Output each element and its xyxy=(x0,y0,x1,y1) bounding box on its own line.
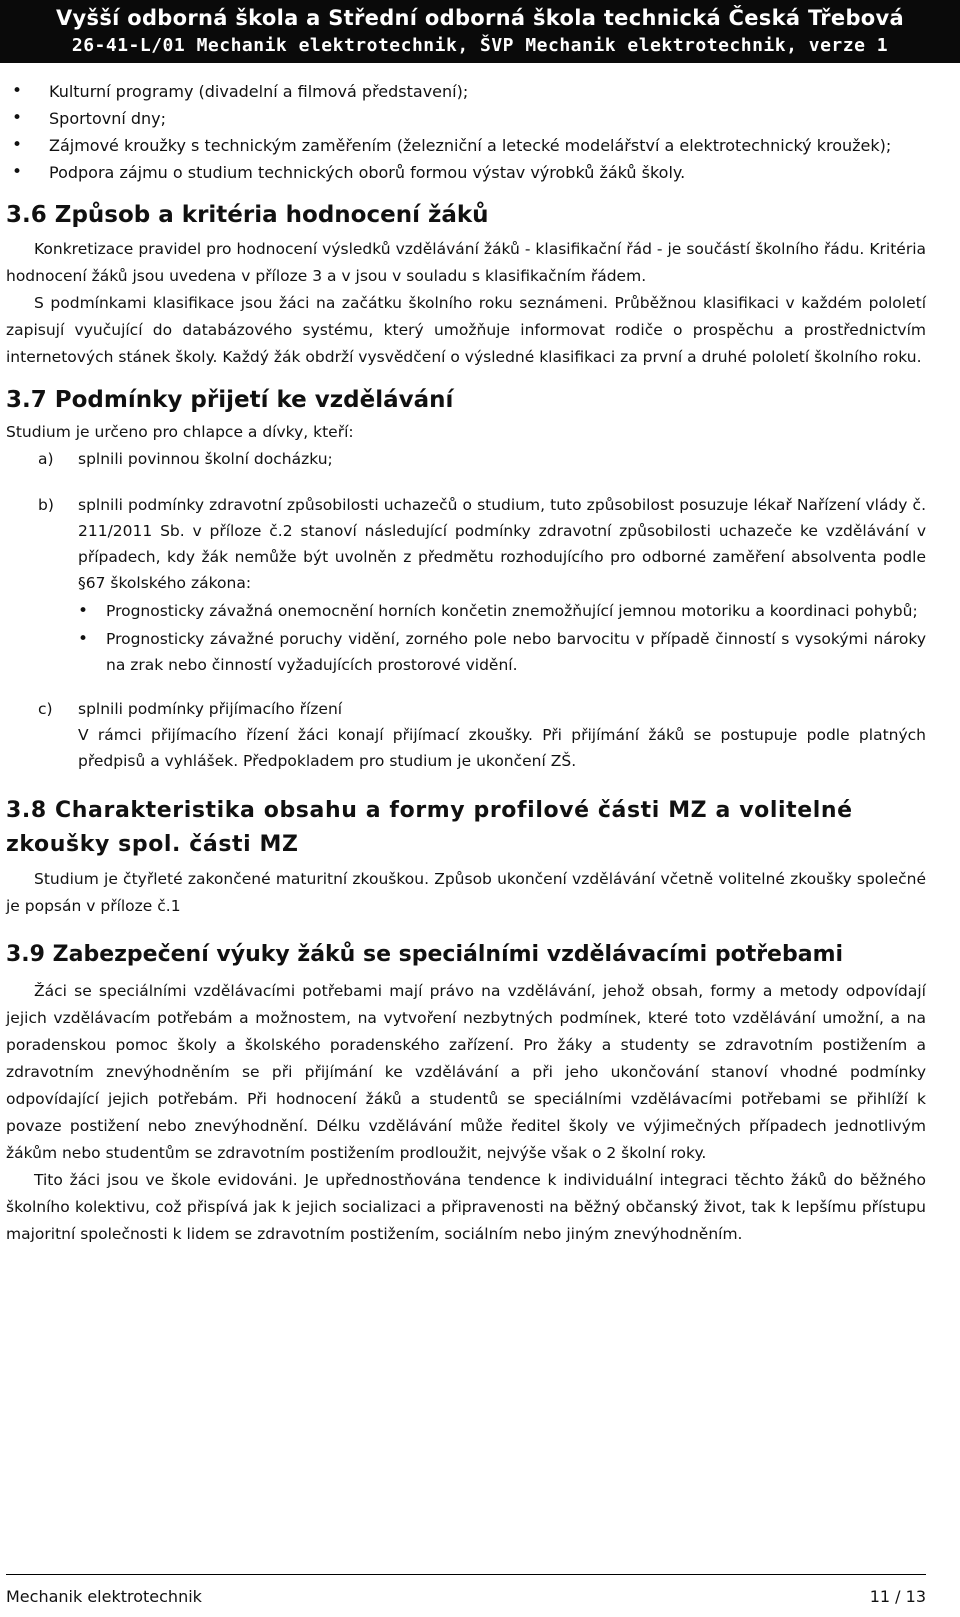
header-school-name: Vyšší odborná škola a Střední odborná škola technická Česká Třebová xyxy=(56,6,904,30)
header-program-name: 26-41-L/01 Mechanik elektrotechnik, ŠVP Mechanik elektrotechnik, verze 1 xyxy=(71,35,889,56)
list-item-text: splnili podmínky přijímacího řízení xyxy=(78,700,343,718)
page-header xyxy=(0,0,960,63)
list-item xyxy=(6,492,926,678)
section-heading-3-9 xyxy=(6,938,926,972)
list-item: • Kulturní programy (divadelní a filmová představení); xyxy=(6,78,926,105)
section-title: Charakteristika obsahu a formy profilové části MZ a volitelné zkoušky spol. části MZ xyxy=(6,798,853,857)
list-item: • Prognosticky závažná onemocnění horních končetin znemožňující jemnou motoriku a koordinaci pohybů; xyxy=(78,598,926,624)
section-heading-3-6 xyxy=(6,200,926,230)
section-title: Způsob a kritéria hodnocení žáků xyxy=(54,202,489,228)
conditions-list xyxy=(6,446,926,774)
paragraph: Studium je čtyřleté zakončené maturitní zkouškou. Způsob ukončení vzdělávání včetně volitelné zkoušky společné je popsán v příloze č.1 xyxy=(6,870,926,915)
document-body xyxy=(6,78,926,1248)
list-item xyxy=(6,446,926,472)
list-item xyxy=(6,696,926,774)
health-conditions-list xyxy=(78,598,926,678)
list-item: • Prognosticky závažné poruchy vidění, zorného pole nebo barvocitu v případě činností s vysokými nároky na zrak nebo činností vyžadujících prostorové vidění. xyxy=(78,626,926,678)
section-number: 3.6 xyxy=(6,202,47,228)
page-number: 11 / 13 xyxy=(869,1587,926,1606)
list-item: • Podpora zájmu o studium technických oborů formou výstav výrobků žáků školy. xyxy=(6,159,926,186)
section-number: 3.7 xyxy=(6,387,47,413)
activities-list xyxy=(6,78,926,186)
section-title: Podmínky přijetí ke vzdělávání xyxy=(54,387,454,413)
paragraph: Studium je určeno pro chlapce a dívky, kteří: xyxy=(6,423,354,441)
list-item: • Sportovní dny; xyxy=(6,105,926,132)
section-number: 3.8 xyxy=(6,798,47,823)
list-item-text: V rámci přijímacího řízení žáci konají přijímací zkoušky. Při přijímání žáků se postupuje podle platných předpisů a vyhlášek. Předpokladem pro studium je ukončení ZŠ. xyxy=(78,726,926,770)
paragraph: Žáci se speciálními vzdělávacími potřebami mají právo na vzdělávání, jehož obsah, formy a metody odpovídají jejich vzdělávacím potřebám a možnostem, na vytvoření nezbytných podmínek, které toto vzdělávání umožní, a na poradenskou pomoc školy a školského poradenského zařízení. Pro žáky a studenty se zdravotním postižením a zdravotním znevýhodněním se při přijímání ke vzdělávání a při jeho ukončování stanoví vhodné podmínky odpovídající jejich potřebám. Při hodnocení žáků a studentů se speciálními vzdělávacími potřebami se přihlíží k povaze postižení nebo znevýhodnění. Délku vzdělávání může ředitel školy ve výjimečných případech jednotlivým žákům nebo studentům se zdravotním postižením prodloužit, nejvýše však o 2 školní roky. xyxy=(6,982,926,1162)
list-item: • Zájmové kroužky s technickým zaměřením (železniční a letecké modelářství a elektrotechnický kroužek); xyxy=(6,132,926,159)
section-number: 3.9 xyxy=(6,942,45,967)
page-footer xyxy=(6,1574,926,1607)
list-marker: c) xyxy=(38,700,53,718)
section-title: Zabezpečení výuky žáků se speciálními vzdělávacími potřebami xyxy=(52,942,844,967)
section-heading-3-8 xyxy=(6,794,926,862)
paragraph: Tito žáci jsou ve škole evidováni. Je upřednostňována tendence k individuální integraci těchto žáků do běžného školního kolektivu, což přispívá jak k jejich socializaci a připravenosti na běžný občanský život, tak k lepšímu přístupu majoritní společnosti k lidem se zdravotním postižením, sociálním nebo jiným znevýhodněním. xyxy=(6,1171,926,1243)
footer-program-name: Mechanik elektrotechnik xyxy=(6,1587,202,1606)
paragraph: Konkretizace pravidel pro hodnocení výsledků vzdělávání žáků - klasifikační řád - je součástí školního řádu. Kritéria hodnocení žáků jsou uvedena v příloze 3 a v jsou v souladu s klasifikačním řádem. xyxy=(6,240,926,285)
paragraph: S podmínkami klasifikace jsou žáci na začátku školního roku seznámeni. Průběžnou klasifikaci v každém pololetí zapisují vyučující do databázového systému, který umožňuje informovat rodiče o prospěchu a prostřednictvím internetových stánek školy. Každý žák obdrží vysvědčení o výsledné klasifikaci za první a druhé pololetí školního roku. xyxy=(6,294,926,366)
list-marker: a) xyxy=(38,450,54,468)
section-heading-3-7 xyxy=(6,385,926,415)
list-marker: b) xyxy=(38,496,54,514)
list-item-text: splnili povinnou školní docházku; xyxy=(78,450,333,468)
list-item-text: splnili podmínky zdravotní způsobilosti uchazečů o studium, tuto způsobilost posuzuje lékař Nařízení vlády č. 211/2011 Sb. v příloze č.2 stanoví následující podmínky zdravotní způsobilosti uchazeče ke vzdělávání v případech, kdy žák nemůže být uvolněn z předmětu rozhodujícího pro odborné zaměření absolventa podle §67 školského zákona: xyxy=(78,496,926,592)
